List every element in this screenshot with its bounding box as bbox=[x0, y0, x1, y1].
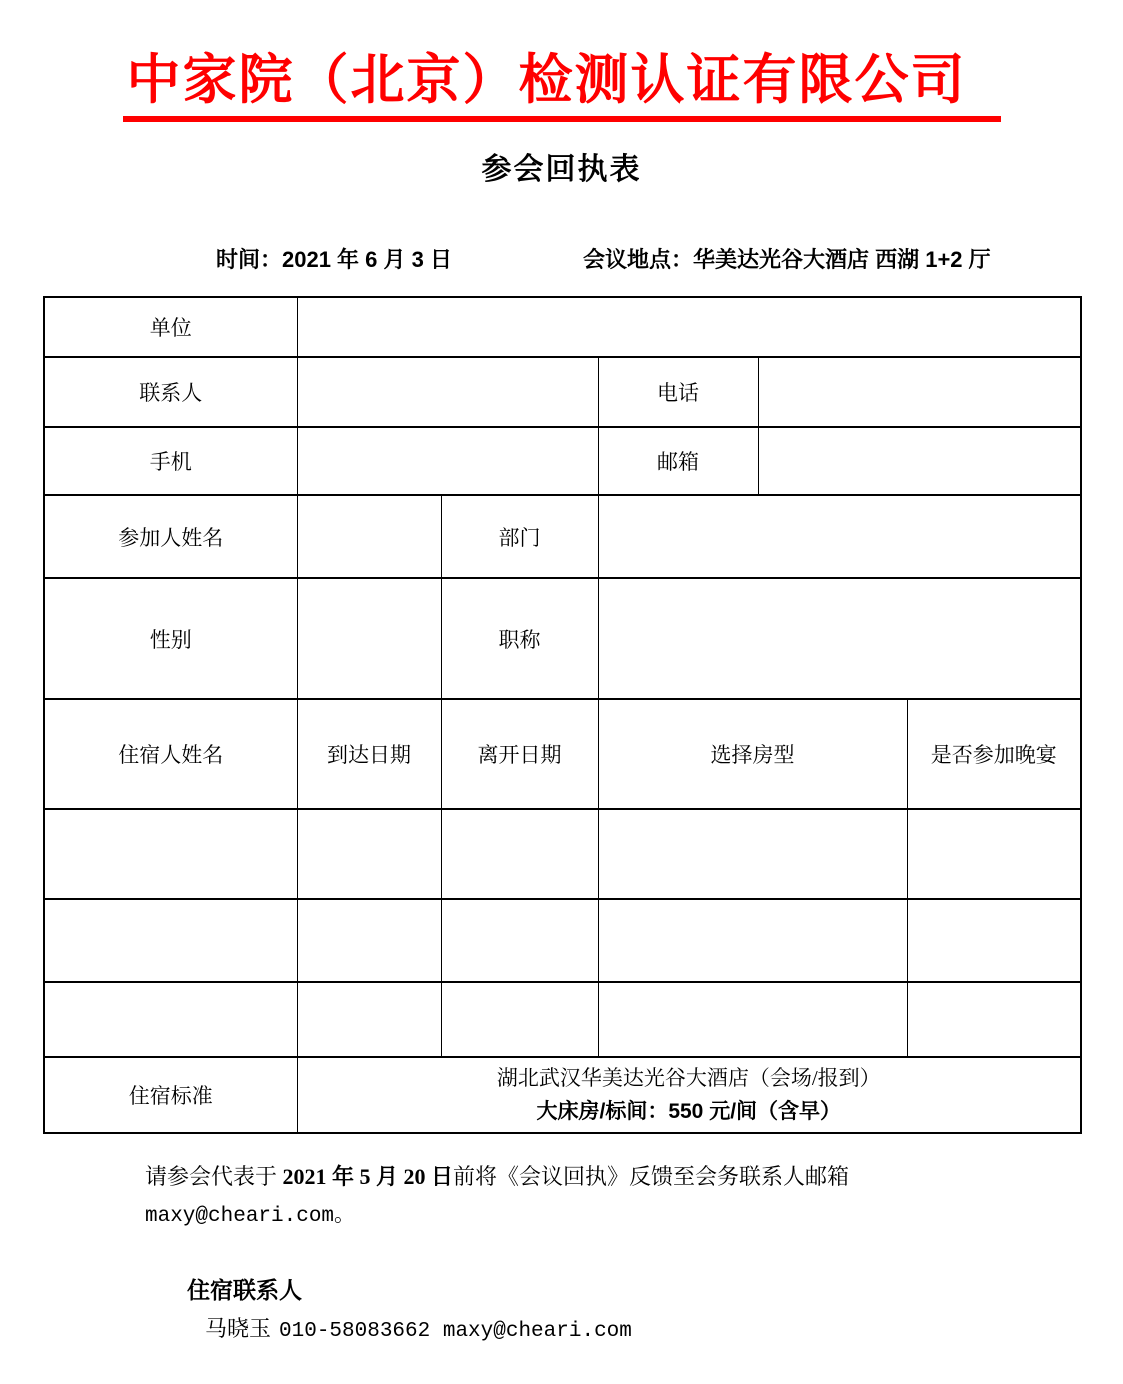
departure-date-cell[interactable] bbox=[441, 899, 598, 982]
lodging-blank-row bbox=[44, 809, 1081, 899]
table-row-attendee bbox=[44, 495, 1081, 578]
gender-label: 性别 bbox=[44, 578, 297, 699]
arrival-date-cell[interactable] bbox=[297, 982, 441, 1057]
arrival-date-header: 到达日期 bbox=[297, 699, 441, 809]
meeting-time: 时间：2021 年 6 月 3 日 bbox=[216, 247, 452, 272]
return-note-suffix: 前将《会议回执》反馈至会务联系人邮箱 bbox=[453, 1164, 850, 1189]
lodging-standard-label: 住宿标准 bbox=[44, 1057, 297, 1133]
banquet-attendance-cell[interactable] bbox=[907, 899, 1081, 982]
job-title-input-cell[interactable] bbox=[598, 578, 1081, 699]
arrival-date-cell[interactable] bbox=[297, 899, 441, 982]
mobile-input-cell[interactable] bbox=[297, 427, 598, 495]
form-title: 参会回执表 bbox=[481, 153, 642, 186]
attendee-name-input-cell[interactable] bbox=[297, 495, 441, 578]
return-note bbox=[145, 1158, 1123, 1235]
company-title: 中家院（北京）检测认证有限公司 bbox=[123, 50, 1001, 122]
meeting-meta bbox=[0, 246, 1123, 274]
lodging-guest-name-cell[interactable] bbox=[44, 982, 297, 1057]
phone-label: 电话 bbox=[598, 357, 758, 427]
phone-input-cell[interactable] bbox=[758, 357, 1081, 427]
department-input-cell[interactable] bbox=[598, 495, 1081, 578]
room-type-cell[interactable] bbox=[598, 982, 907, 1057]
room-type-cell[interactable] bbox=[598, 899, 907, 982]
email-input-cell[interactable] bbox=[758, 427, 1081, 495]
meeting-location: 会议地点：华美达光谷大酒店 西湖 1+2 厅 bbox=[583, 247, 991, 272]
lodging-guest-name-header: 住宿人姓名 bbox=[44, 699, 297, 809]
lodging-guest-name-cell[interactable] bbox=[44, 809, 297, 899]
contact-label: 联系人 bbox=[44, 357, 297, 427]
table-row-contact bbox=[44, 357, 1081, 427]
lodging-guest-name-cell[interactable] bbox=[44, 899, 297, 982]
attendee-name-label: 参加人姓名 bbox=[44, 495, 297, 578]
lodging-contact-name: 马晓玉 bbox=[205, 1316, 272, 1341]
lodging-contact-line bbox=[205, 1315, 1123, 1346]
banquet-attendance-header: 是否参加晚宴 bbox=[907, 699, 1081, 809]
table-row-unit bbox=[44, 297, 1081, 357]
email-label: 邮箱 bbox=[598, 427, 758, 495]
departure-date-header: 离开日期 bbox=[441, 699, 598, 809]
departure-date-cell[interactable] bbox=[441, 982, 598, 1057]
lodging-standard-hotel: 湖北武汉华美达光谷大酒店（会场/报到） bbox=[496, 1065, 881, 1090]
arrival-date-cell[interactable] bbox=[297, 809, 441, 899]
banquet-attendance-cell[interactable] bbox=[907, 809, 1081, 899]
lodging-blank-row bbox=[44, 982, 1081, 1057]
room-type-header: 选择房型 bbox=[598, 699, 907, 809]
table-row-mobile bbox=[44, 427, 1081, 495]
lodging-contact-heading: 住宿联系人 bbox=[187, 1277, 302, 1303]
job-title-label: 职称 bbox=[441, 578, 598, 699]
header bbox=[0, 0, 1123, 122]
departure-date-cell[interactable] bbox=[441, 809, 598, 899]
return-note-prefix: 请参会代表于 bbox=[145, 1164, 283, 1189]
lodging-standard-cell bbox=[297, 1057, 1081, 1133]
gender-input-cell[interactable] bbox=[297, 578, 441, 699]
lodging-contact-info: 010-58083662 maxy@cheari.com bbox=[279, 1320, 632, 1343]
registration-form-table bbox=[43, 296, 1082, 1134]
unit-input-cell[interactable] bbox=[297, 297, 1081, 357]
table-row-lodging-standard bbox=[44, 1057, 1081, 1133]
lodging-standard-price: 大床房/标间：550 元/间（含早） bbox=[536, 1099, 842, 1123]
banquet-attendance-cell[interactable] bbox=[907, 982, 1081, 1057]
table-row-lodging-header bbox=[44, 699, 1081, 809]
room-type-cell[interactable] bbox=[598, 809, 907, 899]
department-label: 部门 bbox=[441, 495, 598, 578]
return-note-deadline: 2021 年 5 月 20 日 bbox=[282, 1164, 454, 1189]
unit-label: 单位 bbox=[44, 297, 297, 357]
return-note-email: maxy@cheari.com。 bbox=[145, 1205, 356, 1228]
contact-input-cell[interactable] bbox=[297, 357, 598, 427]
mobile-label: 手机 bbox=[44, 427, 297, 495]
table-row-gender bbox=[44, 578, 1081, 699]
lodging-blank-row bbox=[44, 899, 1081, 982]
